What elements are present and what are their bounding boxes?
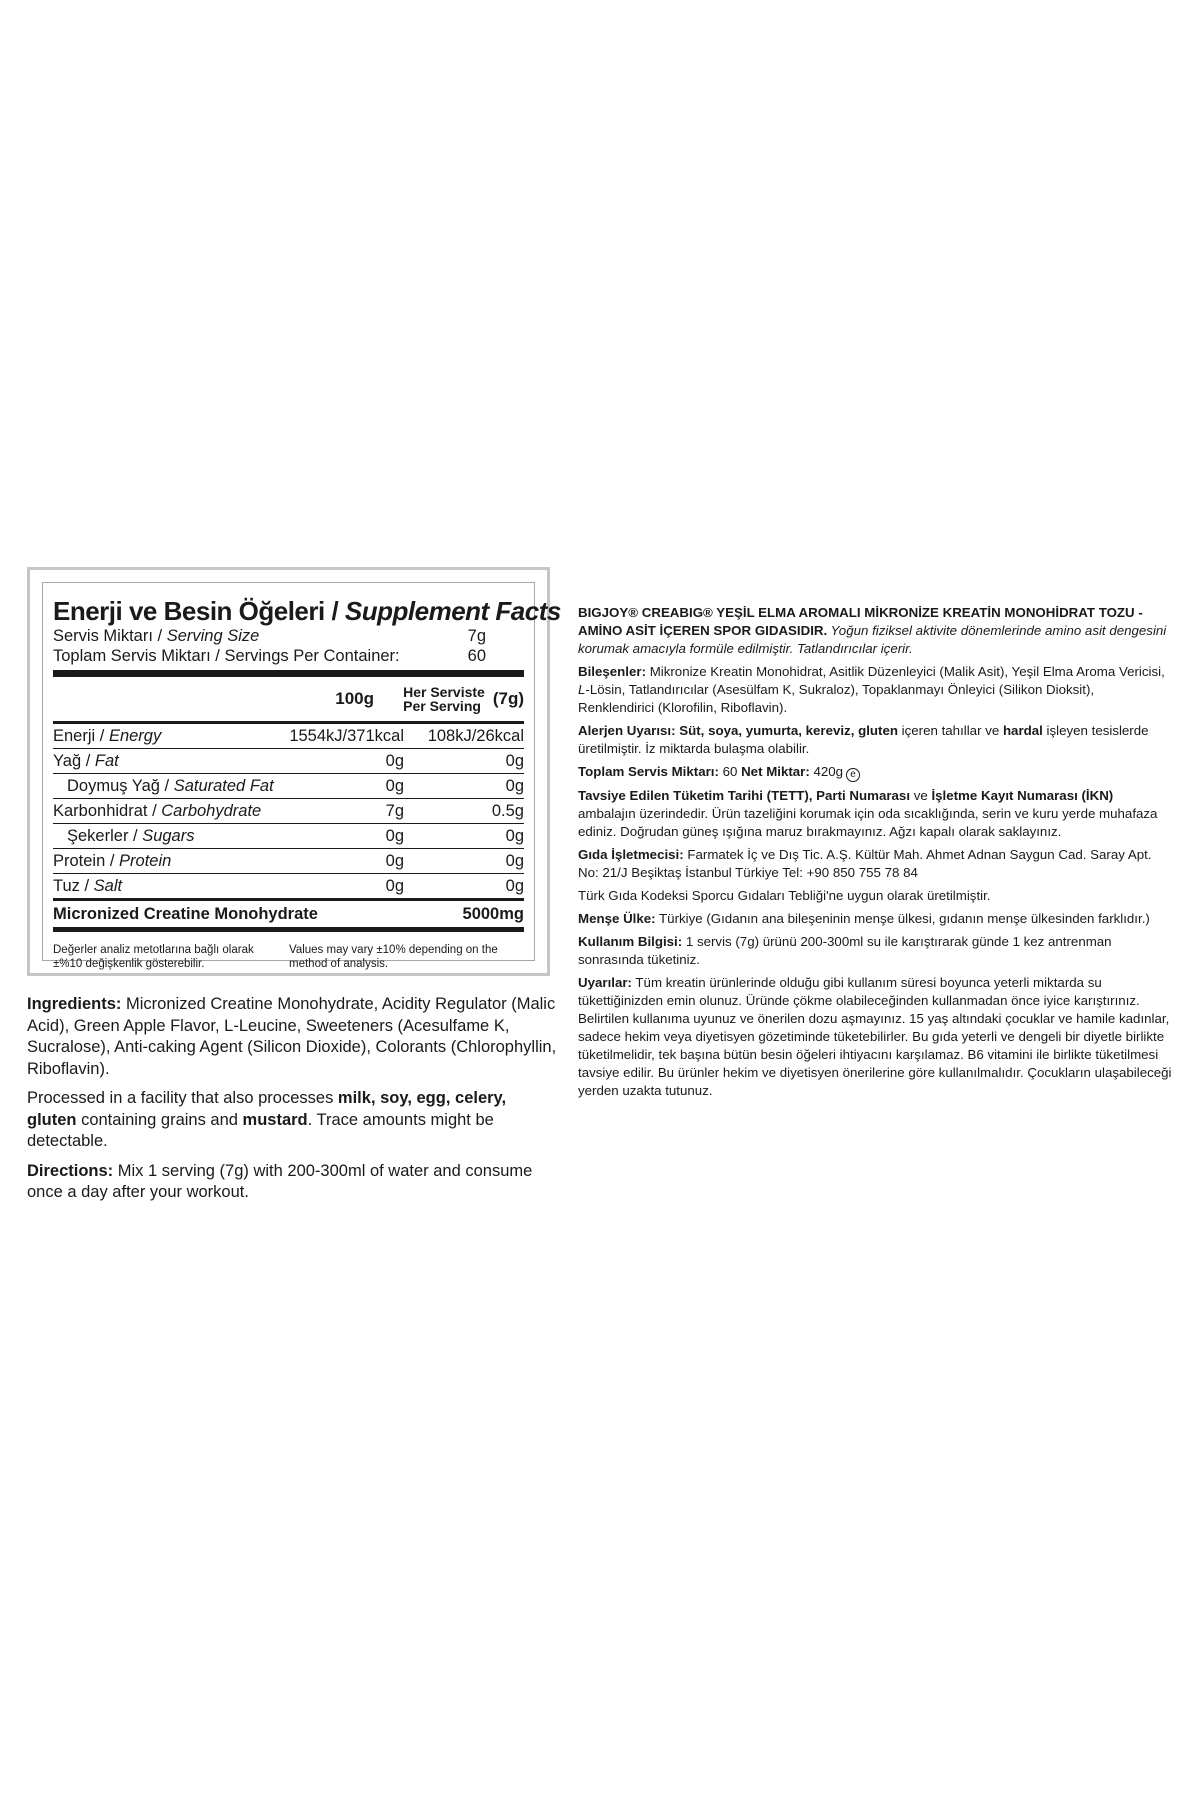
nutrient-name-en: Carbohydrate xyxy=(161,801,262,820)
nutrient-name-en: Sugars xyxy=(142,826,195,845)
nutrient-per-serving: 108kJ/26kcal xyxy=(427,726,524,745)
origin-paragraph xyxy=(578,910,1173,928)
allergen-sep-3: , xyxy=(445,1089,456,1107)
serving-size-label-tr: Servis Miktarı / xyxy=(53,627,167,645)
warnings-text: Tüm kreatin ürünlerinde olduğu gibi kullanım süresi boyunca yeterli miktarda su tükettiğinizden emin olunuz. Üründe çökme olabileceğinden kullanmadan önce iyice karıştırınız. Belirtilen kullanıma uyunuz ve önerilen dozu aşmayınız. 15 yaş altındaki çocuklar ve hamile kadınlar, sadece hekim veya diyetisyen gözetiminde tüketebilirler. Bu gıda yeterli ve dengeli bir diyetle birlikte tüketilmelidir, tek başına bütün besin öğeleri ihtiyacını karşılamaz. B6 vitamini ile birlikte tüketilmesi tavsiye edilir. Bu ürünler hekim ve diyetisyen önerilerine göre kullanılmalıdır. Çocukların ulaşabileceği yerden uzakta tutunuz. xyxy=(578,975,1172,1098)
allergen-tr-label: Alerjen Uyarısı: xyxy=(578,723,676,738)
column-header-row xyxy=(53,677,524,724)
nutrient-name xyxy=(53,752,284,771)
nutrient-row xyxy=(53,749,524,774)
allergen-sep-2: , xyxy=(407,1089,417,1107)
allergen-milk: milk xyxy=(337,1089,371,1107)
nutrient-per-serving: 0g xyxy=(505,826,524,845)
warnings-paragraph xyxy=(578,974,1173,1100)
operator-paragraph xyxy=(578,846,1173,882)
servings-per-container-row xyxy=(53,646,524,666)
nutrient-row xyxy=(53,849,524,874)
ikn-label: İşletme Kayıt Numarası (İKN) xyxy=(931,788,1114,803)
allergen-soy: soy xyxy=(380,1089,408,1107)
nutrient-name-en: Energy xyxy=(108,726,162,745)
allergen-tr-mustard: hardal xyxy=(1002,723,1043,738)
warnings-label: Uyarılar: xyxy=(578,975,632,990)
allergen-mustard: mustard xyxy=(242,1110,308,1129)
nutrient-per-serving: 0g xyxy=(505,851,524,870)
directions-label: Directions: xyxy=(27,1161,114,1180)
components-text-2: -Lösin, Tatlandırıcılar (Asesülfam K, Sukraloz), Topaklanmayı Önleyici (Silikon Dioksit), Renklendirici (Klorofilin, Riboflavin). xyxy=(578,682,1095,715)
allergen-tr-text-1: içeren tahıllar ve xyxy=(897,723,1003,738)
english-label-text xyxy=(27,994,557,1212)
nutrient-name xyxy=(53,777,284,796)
allergen-text-1: Processed in a facility that also processes xyxy=(27,1089,338,1107)
nutrient-name-en: Saturated Fat xyxy=(173,776,274,795)
servings-value: 60 xyxy=(467,647,486,665)
servings-tr-value: 60 xyxy=(718,764,742,779)
net-quantity-value: 420g xyxy=(809,764,844,779)
servings-tr-label: Toplam Servis Miktarı: xyxy=(578,764,719,779)
components-label: Bileşenler: xyxy=(578,664,646,679)
origin-text: Türkiye (Gıdanın ana bileşeninin menşe ülkesi, gıdanın menşe ülkesinden farklıdır.) xyxy=(655,911,1150,926)
nutrient-name-tr: Tuz / xyxy=(53,876,94,895)
nutrient-name-tr: Doymuş Yağ / xyxy=(67,776,174,795)
ingredients-text: Micronized Creatine Monohydrate, Acidity Regulator (Malic Acid), Green Apple Flavor, L-Leucine, Sweeteners (Acesulfame K, Sucralose), Anti-caking Agent (Silicon Dioxide), Colorants (Chlorophyllin, Riboflavin). xyxy=(27,995,557,1078)
thick-divider xyxy=(53,670,524,677)
allergen-sep-1: , xyxy=(370,1089,381,1107)
allergen-gluten: gluten xyxy=(27,1110,77,1129)
creatine-row xyxy=(53,899,524,932)
allergen-tr-paragraph xyxy=(578,722,1173,758)
facts-title-en: Supplement Facts xyxy=(344,596,561,626)
facts-title xyxy=(53,596,561,626)
nutrient-per-100g: 0g xyxy=(385,876,404,895)
directions-paragraph xyxy=(27,1161,557,1204)
components-l: L xyxy=(578,682,586,697)
nutrient-row xyxy=(53,874,524,899)
serving-size-value: 7g xyxy=(467,627,486,645)
nutrient-name-tr: Şekerler / xyxy=(67,826,143,845)
codex-paragraph: Türk Gıda Kodeksi Sporcu Gıdaları Tebliği'ne uygun olarak üretilmiştir. xyxy=(578,888,991,903)
tett-label: Tavsiye Edilen Tüketim Tarihi (TETT), Parti Numarası xyxy=(578,788,911,803)
header-per-serving xyxy=(374,685,524,713)
product-paragraph xyxy=(578,604,1173,658)
allergen-tr-list: Süt, soya, yumurta, kereviz, gluten xyxy=(675,723,898,738)
nutrient-name xyxy=(53,802,284,821)
ingredients-paragraph xyxy=(27,994,557,1080)
servings-label: Toplam Servis Miktarı / Servings Per Container: xyxy=(53,647,400,665)
analysis-notes xyxy=(53,943,524,971)
facts-title-tr: Enerji ve Besin Öğeleri / xyxy=(53,596,345,626)
analysis-note-tr: Değerler analiz metotlarına bağlı olarak ±%10 değişkenlik gösterebilir. xyxy=(53,944,254,970)
nutrient-per-100g: 0g xyxy=(385,751,404,770)
allergen-egg: egg xyxy=(416,1089,446,1107)
allergen-text-2: containing grains and xyxy=(76,1110,243,1129)
components-text-1: Mikronize Kreatin Monohidrat, Asitlik Düzenleyici (Malik Asit), Yeşil Elma Aroma Vericisi, xyxy=(646,664,1165,679)
operator-text: Farmatek İç ve Dış Tic. A.Ş. Kültür Mah. Ahmet Adnan Saygun Cad. Saray Apt. No: 21/J Beşiktaş İstanbul Türkiye Tel: +90 850 755 78 84 xyxy=(578,847,1152,880)
ingredients-label: Ingredients: xyxy=(27,995,122,1013)
nutrient-per-100g: 1554kJ/371kcal xyxy=(289,726,404,745)
directions-text: Mix 1 serving (7g) with 200-300ml of water and consume once a day after your workout. xyxy=(27,1161,533,1201)
header-per-serving-labels xyxy=(403,685,485,713)
tett-text: ambalajın üzerindedir. Ürün tazeliğini korumak için oda sıcaklığında, serin ve kuru yerde muhafaza ediniz. Doğrudan güneş ışığına maruz bırakmayınız. Ağzı kapalı olarak saklayınız. xyxy=(578,806,1158,839)
nutrient-name-tr: Yağ / xyxy=(53,751,95,770)
nutrient-name xyxy=(53,852,284,871)
allergen-celery: celery xyxy=(455,1089,502,1107)
header-per-serving-tr: Her Serviste xyxy=(403,684,485,700)
net-quantity-label: Net Miktar: xyxy=(741,764,810,779)
estimated-sign-icon: e xyxy=(846,768,860,782)
nutrient-per-serving: 0g xyxy=(505,876,524,895)
nutrient-name xyxy=(53,877,284,896)
usage-text: 1 servis (7g) ürünü 200-300ml su ile karıştırarak günde 1 kez antrenman sonrasında tüketiniz. xyxy=(578,934,1112,967)
nutrient-name-tr: Enerji / xyxy=(53,726,109,745)
nutrient-per-100g: 0g xyxy=(385,826,404,845)
nutrient-per-serving: 0g xyxy=(505,751,524,770)
creatine-label: Micronized Creatine Monohydrate xyxy=(53,904,318,923)
nutrient-row xyxy=(53,724,524,749)
operator-label: Gıda İşletmecisi: xyxy=(578,847,684,862)
usage-paragraph xyxy=(578,933,1173,969)
turkish-label-text xyxy=(578,604,1173,1105)
nutrient-row xyxy=(53,824,524,849)
supplement-facts-box xyxy=(42,582,561,970)
usage-label: Kullanım Bilgisi: xyxy=(578,934,683,949)
nutrient-per-100g: 0g xyxy=(385,776,404,795)
allergen-tr-text-2: işleyen tesislerde üretilmiştir. İz miktarda bulaşma olabilir. xyxy=(578,723,1149,756)
nutrient-row xyxy=(53,774,524,799)
allergen-text-3: . Trace amounts might be detectable. xyxy=(27,1110,494,1150)
serving-size-row xyxy=(53,626,524,646)
nutrient-per-100g: 0g xyxy=(385,851,404,870)
serving-size-label-en: Serving Size xyxy=(166,627,260,645)
analysis-note-en: Values may vary ±10% depending on the method of analysis. xyxy=(289,944,498,970)
header-serving-grams: (7g) xyxy=(492,689,524,708)
nutrient-name-tr: Protein / xyxy=(53,851,120,870)
nutrient-row xyxy=(53,799,524,824)
nutrient-per-100g: 7g xyxy=(385,801,404,820)
nutrient-name-en: Protein xyxy=(119,851,172,870)
nutrient-name-tr: Karbonhidrat / xyxy=(53,801,162,820)
tett-conjunction: ve xyxy=(910,788,932,803)
servings-tr-paragraph xyxy=(578,763,1173,782)
nutrient-name-en: Fat xyxy=(94,751,119,770)
nutrient-rows xyxy=(53,724,524,899)
origin-label: Menşe Ülke: xyxy=(578,911,656,926)
tett-paragraph xyxy=(578,787,1173,841)
allergen-sep-4: , xyxy=(501,1089,507,1107)
serving-size-label xyxy=(53,626,259,646)
nutrient-name xyxy=(53,727,284,746)
header-per-serving-en: Per Serving xyxy=(403,698,481,714)
product-title: BIGJOY® CREABIG® YEŞİL ELMA AROMALI MİKRONİZE KREATİN MONOHİDRAT TOZU - AMİNO ASİT İÇEREN SPOR GIDASIDIR. xyxy=(578,605,1143,638)
product-description: Yoğun fiziksel aktivite dönemlerinde amino asit dengesini korumak amacıyla formüle edilmiştir. Tatlandırıcılar içerir. xyxy=(578,623,1167,656)
components-paragraph xyxy=(578,663,1173,717)
nutrient-name xyxy=(53,827,284,846)
nutrient-name-en: Salt xyxy=(93,876,123,895)
header-per-100g: 100g xyxy=(335,689,374,708)
nutrient-per-serving: 0g xyxy=(505,776,524,795)
allergen-paragraph xyxy=(27,1088,557,1153)
supplement-facts-panel xyxy=(27,567,561,976)
nutrient-per-serving: 0.5g xyxy=(491,801,524,820)
creatine-value: 5000mg xyxy=(462,904,524,923)
